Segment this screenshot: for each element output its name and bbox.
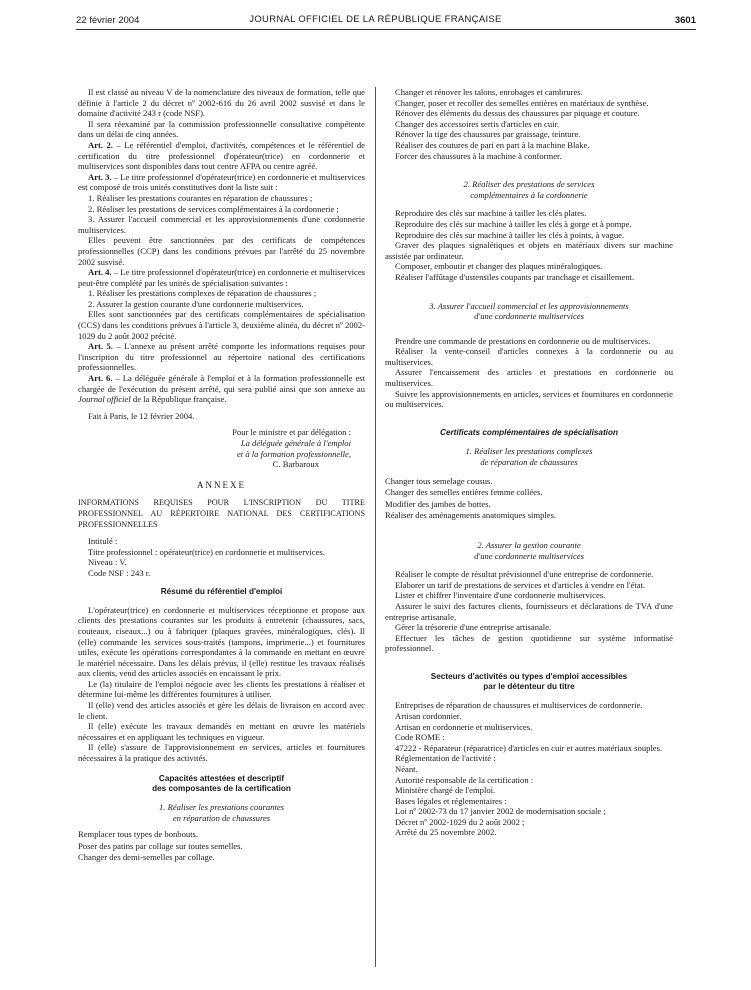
paragraph: Le (la) titulaire de l'emploi négocie avec les clients les prestations à réaliser et détermine lui-même les différentes fournitures à utiliser. xyxy=(78,678,365,700)
list-item: Changer tous semelage cousus. xyxy=(385,475,493,486)
list-item: Réaliser l'affûtage d'ustensiles coupants par tranchage et cisaillement. xyxy=(395,271,635,282)
list-item: Lister et chiffrer l'inventaire d'une cordonnerie multiservices. xyxy=(395,590,606,601)
subsection-heading: d'une cordonnerie multiservices xyxy=(474,550,584,561)
list-item: 2. Assurer la gestion courante d'une cordonnerie multiservices. xyxy=(88,298,304,309)
list-item: Changer des demi-semelles par collage. xyxy=(78,852,215,863)
annexe-heading: ANNEXE xyxy=(197,479,246,490)
paragraph: Elles peuvent être sanctionnées par des certificats de compétences professionnelles (CCP) dans les conditions prévues par l'arrêté du 25 novembre 2002 susvisé. xyxy=(78,235,365,267)
article-text: – Le titre professionnel d'opérateur(trice) en cordonnerie et multiservices peut-être complété par les unités de spécialisation suivantes : xyxy=(78,267,365,288)
list-item: Changer, poser et recoller des semelles entières en matériaux de synthèse. xyxy=(395,97,649,108)
paragraph: Il (elle) vend des articles associés et gère les délais de livraison en accord avec le client. xyxy=(78,700,365,721)
article-text: – L'annexe au présent arrêté comporte les informations requises pour l'inscription du titre professionnel au répertoire national des certifications professionnelles. xyxy=(78,341,366,373)
subsection-heading: en réparation de chaussures xyxy=(172,812,271,823)
article-text: – La déléguée générale à l'emploi et à la formation professionnelle est chargée de l'exécution du présent arrêté, qui sera publié ainsi que son annexe au xyxy=(78,373,366,394)
list-item: Effectuer les tâches de gestion quotidienne sur système informatisé professionnel. xyxy=(385,632,673,654)
article-6 xyxy=(78,373,365,405)
field-value: Néant. xyxy=(395,763,418,774)
article-label: Art. 6. xyxy=(88,373,113,384)
article-5 xyxy=(78,341,365,373)
paragraph: Artisan en cordonnerie et multiservices. xyxy=(395,721,533,732)
article-4 xyxy=(78,267,365,288)
paragraph: Elles sont sanctionnées par des certificats complémentaires de spécialisation (CCS) dans les conditions prévues à l'article 3, deuxième alinéa, du décret nº 2002-1029 du 2 août 2002 précité. xyxy=(78,309,365,341)
paragraph: Il sera réexaminé par la commission professionnelle consultative compétente dans un délai de cinq années. xyxy=(78,118,365,140)
field-value: Ministère chargé de l'emploi. xyxy=(395,785,496,796)
list-item: Assurer l'encaissement des articles et prestations en cordonnerie ou multiservices. xyxy=(385,367,673,389)
paragraph: Il (elle) s'assure de l'approvisionnement en services, articles et fournitures nécessaires à la pratique des activités. xyxy=(78,742,365,764)
header-rule xyxy=(76,29,696,30)
article-3 xyxy=(78,172,365,193)
list-item: Prendre une commande de prestations en cordonnerie ou de multiservices. xyxy=(395,335,651,346)
subsection-heading: 1. Réaliser les prestations complexes xyxy=(465,446,593,457)
right-column xyxy=(385,87,673,838)
field-label: Code ROME : xyxy=(395,732,445,743)
section-heading: Capacités attestées et descriptif xyxy=(158,773,285,783)
signature-line: Pour le ministre et par délégation : xyxy=(232,427,351,438)
field-label: Autorité responsable de la certification : xyxy=(395,774,534,785)
info-heading: INFORMATIONS REQUISES POUR L'INSCRIPTION DU TITRE PROFESSIONNEL AU RÉPERTOIRE NATIONAL DES CERTIFICATIONS PROFESSIONNELLES xyxy=(78,498,365,529)
field-value: Loi nº 2002-73 du 17 janvier 2002 de modernisation sociale ; xyxy=(395,806,606,817)
list-item: 3. Assurer l'accueil commercial et les approvisionnements d'une cordonnerie multiservices. xyxy=(78,214,365,235)
paragraph: L'opérateur(trice) en cordonnerie et multiservices réceptionne et propose aux clients des prestations courantes sur les produits à entretenir (chaussures, sacs, couteaux, ciseaux...) ou à fabriquer (plaques gravées, minéralogiques, clés). Il (elle) commande les services sous-traités (tampons, imprimerie...) et fournitures utiles, exécute les opérations correspondantes à la commande en mettant en œuvre le matériel nécessaire. Dans les délais prévus, il (elle) restitue les travaux réalisés aux clients, vend des articles associés en encaissant le prix. xyxy=(78,604,365,679)
paragraph: Il (elle) exécute les travaux demandés en mettant en œuvre les matériels nécessaires et en appliquant les techniques en vigueur. xyxy=(78,721,365,742)
subsection-heading: 3. Assurer l'accueil commercial et les approvisionnements xyxy=(429,300,629,311)
list-item: Poser des patins par collage sur toutes semelles. xyxy=(78,840,243,851)
section-heading: Certificats complémentaires de spécialisation xyxy=(440,427,618,437)
list-item: Reproduire des clés sur machine à tailler les clés à gorge et à pompe. xyxy=(395,218,632,229)
list-item: Réaliser la vente-conseil d'articles connexes à la cordonnerie ou au multiservices. xyxy=(385,346,673,367)
column-divider xyxy=(375,87,376,967)
field-value: Arrêté du 25 novembre 2002. xyxy=(395,827,497,838)
article-label: Art. 3. xyxy=(88,171,112,182)
list-item: Changer et rénover les talons, enrobages et cambrures. xyxy=(395,87,583,97)
subsection-heading: 2. Réaliser des prestations de services xyxy=(463,179,595,190)
list-item: Remplacer tous types de bonbouts. xyxy=(78,829,199,840)
page-header xyxy=(0,14,751,28)
section-heading: Résumé du référentiel d'emploi xyxy=(160,586,283,596)
field-value: Décret nº 2002-1029 du 2 août 2002 ; xyxy=(395,816,525,827)
subsection-heading: 1. Réaliser les prestations courantes xyxy=(159,802,284,813)
paragraph: Entreprises de réparation de chaussures et multiservices de cordonnerie. xyxy=(395,700,643,711)
paragraph: Artisan cordonnier. xyxy=(395,710,462,721)
list-item: Rénover des éléments du dessus des chaussures par piquage et couture. xyxy=(395,108,640,119)
article-2 xyxy=(78,140,365,172)
paragraph: Il est classé au niveau V de la nomenclature des niveaux de formation, telle que définie à l'article 2 du décret nº 2002-616 du 26 avril 2002 susvisé et dans le domaine d'activité 243 r (code NSF). xyxy=(78,87,365,119)
list-item: Suivre les approvisionnements en articles, services et fournitures en cordonnerie ou multiservices. xyxy=(385,388,673,410)
signature-line: La déléguée générale à l'emploi xyxy=(240,438,351,448)
list-item: Rénover la tige des chaussures par graissage, teinture. xyxy=(395,129,581,140)
list-item: 1. Réaliser les prestations complexes de réparation de chaussures ; xyxy=(88,288,317,299)
signatory-name: C. Barbaroux xyxy=(272,459,319,470)
article-text: – Le référentiel d'emploi, d'activités, compétences et le référentiel de certification du titre professionnel d'opérateur(trice) en cordonnerie et multiservices sont disponibles dans tout centre AFPA ou centre agréé. xyxy=(78,139,365,172)
page-number: 3601 xyxy=(674,15,696,26)
field-value: 47222 - Réparateur (réparatrice) d'articles en cuir et autres matériaux souples. xyxy=(395,742,663,753)
section-heading: des composantes de la certification xyxy=(152,783,291,793)
field-value: Code NSF : 243 r. xyxy=(88,567,151,578)
list-item: Reproduire des clés sur machine à tailler les clés à points, à vague. xyxy=(395,229,625,240)
list-item: Reproduire des clés sur machine à tailler les clés plates. xyxy=(395,208,587,219)
list-item: Elaborer un tarif de prestations de services et d'articles à vendre en l'état. xyxy=(395,579,646,590)
field-label: Intitulé : xyxy=(88,536,118,547)
article-label: Art. 2. xyxy=(88,139,113,150)
field-label: Réglementation de l'activité : xyxy=(395,753,496,764)
list-item: Réaliser le compte de résultat prévisionnel d'une entreprise de cordonnerie. xyxy=(395,569,654,580)
list-item: Changer des accessoires sertis d'articles en cuir. xyxy=(395,118,560,129)
subsection-heading: de réparation de chaussures xyxy=(480,457,578,468)
list-item: Réaliser des coutures de pari en part à la machine Blake. xyxy=(395,139,590,150)
header-date: 22 février 2004 xyxy=(76,15,140,26)
subsection-heading: complémentaires à la cordonnerie xyxy=(470,189,588,200)
signature-line: et à la formation professionnelle, xyxy=(236,448,351,459)
list-item: Assurer le suivi des factures clients, fournisseurs et déclarations de TVA d'une entreprise artisanale. xyxy=(385,600,673,622)
list-item: Graver des plaques signalétiques et objets en matériaux divers sur machine assistée par ordinateur. xyxy=(385,240,673,261)
article-text: – Le titre professionnel d'opérateur(trice) en cordonnerie et multiservices est composé de trois unités constitutives dont la liste suit : xyxy=(78,171,365,193)
list-item: Réaliser des aménagements anatomiques simples. xyxy=(385,510,557,521)
list-item: Composer, emboutir et changer des plaques minéralogiques. xyxy=(395,261,603,272)
subsection-heading: 2. Assurer la gestion courante xyxy=(477,540,581,550)
journal-reference: Journal officiel xyxy=(78,394,131,405)
subsection-heading: d'une cordonnerie multiservices xyxy=(474,311,584,322)
left-column xyxy=(78,87,365,864)
article-label: Art. 4. xyxy=(88,267,112,278)
field-value: Niveau : V. xyxy=(88,557,127,568)
list-item: 1. Réaliser les prestations courantes en réparation de chaussures ; xyxy=(88,192,313,203)
list-item: Forcer des chaussures à la machine à conformer. xyxy=(395,150,562,161)
field-label: Bases légales et réglementaires : xyxy=(395,795,507,806)
section-heading: par le détenteur du titre xyxy=(483,682,575,692)
article-text: de la République française. xyxy=(130,394,227,405)
article-label: Art. 5. xyxy=(88,341,113,352)
list-item: Changer des semelles entières femme collées. xyxy=(385,487,543,498)
field-value: Titre professionnel : opérateur(trice) en cordonnerie et multiservices. xyxy=(88,546,325,557)
section-heading: Secteurs d'activités ou types d'emploi accessibles xyxy=(430,671,628,681)
journal-title: JOURNAL OFFICIEL DE LA RÉPUBLIQUE FRANÇAISE xyxy=(249,14,502,25)
list-item: Modifier des jambes de bottes. xyxy=(385,498,491,509)
done-at: Fait à Paris, le 12 février 2004. xyxy=(88,410,195,421)
list-item: 2. Réaliser les prestations de services complémentaires à la cordonnerie ; xyxy=(88,203,339,214)
list-item: Gérer la trésorerie d'une entreprise artisanale. xyxy=(395,622,552,633)
